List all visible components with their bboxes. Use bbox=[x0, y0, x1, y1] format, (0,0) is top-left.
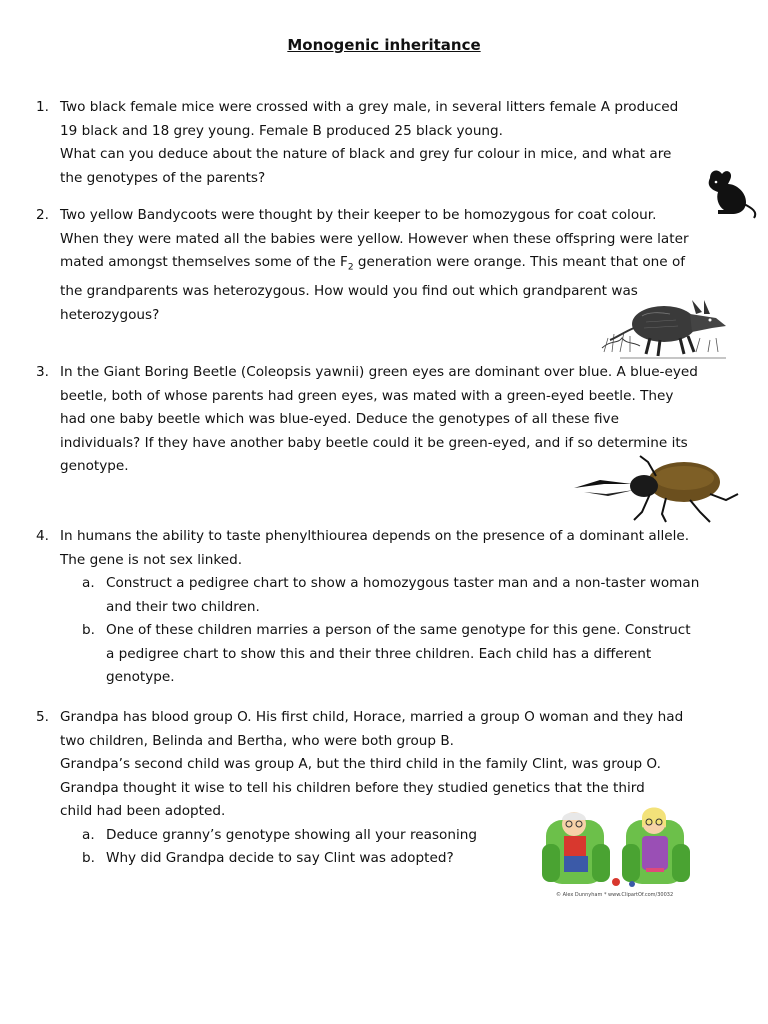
sub-question-letter: a. bbox=[82, 826, 95, 843]
sub-question-letter: b. bbox=[82, 622, 95, 638]
question-line: genotype. bbox=[60, 458, 129, 474]
question-number: 3. bbox=[36, 364, 49, 380]
sub-question-line: Why did Grandpa decide to say Clint was adopted? bbox=[106, 850, 454, 866]
question-line: What can you deduce about the nature of black and grey fur colour in mice, and what are bbox=[60, 146, 672, 162]
question-line: The gene is not sex linked. bbox=[60, 551, 243, 568]
question-number: 4. bbox=[36, 528, 49, 544]
sub-question-letter: a. bbox=[82, 575, 95, 591]
question-line: In humans the ability to taste phenylthiourea depends on the presence of a dominant allele. bbox=[60, 528, 690, 544]
question-number: 2. bbox=[36, 207, 49, 223]
question-line: In the Giant Boring Beetle (Coleopsis yawnii) green eyes are dominant over blue. A blue-eyed bbox=[60, 364, 698, 380]
question-line: Grandpa’s second child was group A, but the third child in the family Clint, was group O. bbox=[60, 756, 661, 772]
question-line: individuals? If they have another baby beetle could it be green-eyed, and if so determine its bbox=[60, 434, 688, 451]
sub-question-line: Deduce granny’s genotype showing all your reasoning bbox=[106, 826, 477, 843]
question-line bbox=[60, 251, 736, 280]
question-line: two children, Belinda and Bertha, who were both group B. bbox=[60, 732, 454, 749]
sub-question-line: genotype. bbox=[106, 669, 175, 685]
mouse-icon bbox=[700, 164, 760, 220]
question-1 bbox=[36, 96, 736, 190]
sub-question-line: and their two children. bbox=[106, 598, 260, 615]
grandparents-icon bbox=[542, 800, 692, 890]
subscript: 2 bbox=[347, 262, 354, 273]
question-line: the grandparents was heterozygous. How would you find out which grandparent was bbox=[60, 283, 638, 300]
question-line: Grandpa thought it wise to tell his children before they studied genetics that the third bbox=[60, 779, 645, 796]
sub-question-a bbox=[60, 572, 736, 619]
question-line: heterozygous? bbox=[60, 306, 160, 323]
question-line: had one baby beetle which was blue-eyed. Deduce the genotypes of all these five bbox=[60, 411, 619, 427]
beetle-icon bbox=[570, 450, 742, 526]
sub-question-b bbox=[60, 619, 736, 690]
sub-question-line: One of these children marries a person of the same genotype for this gene. Construct bbox=[106, 622, 691, 638]
question-line: 19 black and 18 grey young. Female B produced 25 black young. bbox=[60, 122, 503, 139]
question-line: child had been adopted. bbox=[60, 803, 226, 819]
question-line-part: generation were orange. This meant that one of bbox=[353, 254, 686, 270]
question-line: the genotypes of the parents? bbox=[60, 169, 266, 186]
question-number: 5. bbox=[36, 709, 49, 725]
question-line-part: mated amongst themselves some of the F bbox=[60, 254, 348, 270]
question-line: Two yellow Bandycoots were thought by their keeper to be homozygous for coat colour. bbox=[60, 207, 657, 223]
question-line: When they were mated all the babies were yellow. However when these offspring were later bbox=[60, 230, 689, 247]
page-title: Monogenic inheritance bbox=[287, 36, 481, 54]
question-line: Two black female mice were crossed with a grey male, in several litters female A produced bbox=[60, 99, 679, 115]
sub-question-line: Construct a pedigree chart to show a homozygous taster man and a non-taster woman bbox=[106, 575, 700, 591]
question-line: beetle, both of whose parents had green eyes, was mated with a green-eyed beetle. They bbox=[60, 387, 674, 404]
bandicoot-icon bbox=[600, 282, 732, 364]
question-number: 1. bbox=[36, 99, 49, 115]
question-line: Grandpa has blood group O. His first child, Horace, married a group O woman and they had bbox=[60, 709, 684, 725]
question-4 bbox=[36, 525, 736, 690]
sub-question-letter: b. bbox=[82, 850, 95, 866]
image-credit: © Alex Dunnyham * www.ClipartOf.com/30032 bbox=[556, 892, 674, 898]
sub-question-line: a pedigree chart to show this and their three children. Each child has a different bbox=[106, 645, 652, 662]
